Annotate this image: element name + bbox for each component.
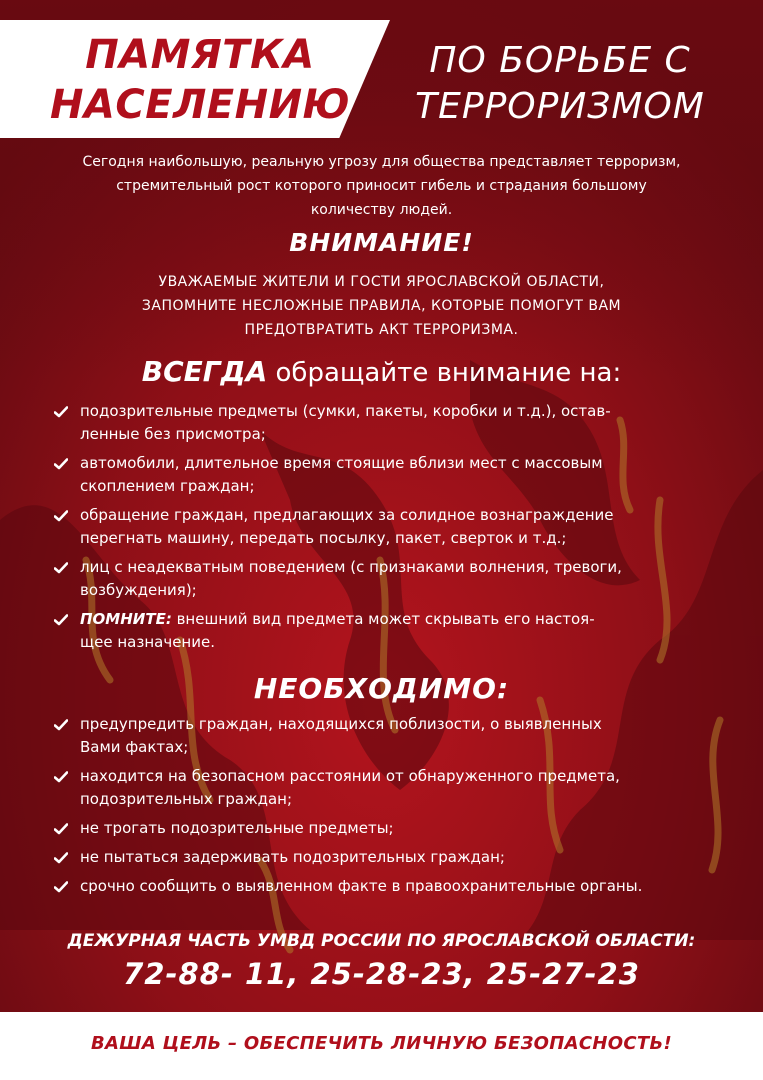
intro-line3: количеству людей. [310,202,453,218]
attention-line1: УВАЖАЕМЫЕ ЖИТЕЛИ И ГОСТИ ЯРОСЛАВСКОЙ ОБЛАСТИ, [158,274,605,290]
remember-line1 [80,608,748,631]
remember-item [48,608,748,654]
list-item [48,765,748,811]
intro-paragraph [20,150,743,222]
list-item-line1: находится на безопасном расстоянии от обнаруженного предмета, [80,767,620,785]
list-item-line2: возбуждения); [80,581,197,599]
list-item [48,556,748,602]
list-item-line1: обращение граждан, предлагающих за солидное вознаграждение [80,506,614,524]
title-right [390,38,730,130]
title-left-line2: НАСЕЛЕНИЮ [49,82,351,128]
remember-emphasis: ПОМНИТЕ: [80,610,172,628]
list-item-line2: ленные без присмотра; [80,425,266,443]
list-item-line1: лиц с неадекватным поведением (с признаками волнения, тревоги, [80,558,622,576]
duty-office-title: ДЕЖУРНАЯ ЧАСТЬ УМВД РОССИИ ПО ЯРОСЛАВСКОЙ ОБЛАСТИ: [67,931,696,951]
list-item [48,400,748,446]
check-icon [54,881,68,893]
list-item-line2: Вами фактах; [80,738,189,756]
title-right-line2: ТЕРРОРИЗМОМ [415,86,705,127]
check-icon [54,771,68,783]
attention-line3: ПРЕДОТВРАТИТЬ АКТ ТЕРРОРИЗМА. [244,322,519,338]
title-left [40,30,360,130]
title-left-line1: ПАМЯТКА [85,32,315,78]
remember-text: внешний вид предмета может скрывать его настоя- [171,610,595,628]
always-heading [0,352,763,393]
list-item [48,504,748,550]
footer-slogan: ВАША ЦЕЛЬ – ОБЕСПЕЧИТЬ ЛИЧНУЮ БЕЗОПАСНОСТЬ! [91,1033,672,1054]
needed-checklist [48,713,748,904]
attention-line2: ЗАПОМНИТЕ НЕСЛОЖНЫЕ ПРАВИЛА, КОТОРЫЕ ПОМОГУТ ВАМ [141,298,622,314]
list-item-line2: скоплением граждан; [80,477,255,495]
always-checklist [48,400,748,660]
check-icon [54,823,68,835]
remember-line2: щее назначение. [80,633,215,651]
check-icon [54,562,68,574]
needed-heading: НЕОБХОДИМО: [253,672,510,705]
check-icon [54,510,68,522]
list-item-line1: автомобили, длительное время стоящие вблизи мест с массовым [80,454,603,472]
list-item [48,452,748,498]
attention-heading: ВНИМАНИЕ! [289,228,474,257]
check-icon [54,458,68,470]
title-right-line1: ПО БОРЬБЕ С [429,40,691,81]
check-icon [54,852,68,864]
always-heading-rest: обращайте внимание на: [267,358,622,388]
list-item [48,817,748,840]
list-item-line1: подозрительные предметы (сумки, пакеты, коробки и т.д.), остав- [80,402,611,420]
footer-banner [0,1012,763,1080]
list-item-line1: срочно сообщить о выявленном факте в правоохранительные органы. [80,877,643,895]
intro-line1: Сегодня наибольшую, реальную угрозу для общества представляет терроризм, [82,154,681,170]
list-item [48,875,748,898]
list-item [48,713,748,759]
list-item-line1: не пытаться задерживать подозрительных граждан; [80,848,505,866]
list-item [48,846,748,869]
check-icon [54,719,68,731]
intro-line2: стремительный рост которого приносит гибель и страдания большому [116,178,647,194]
check-icon [54,614,68,626]
phone-numbers: 72-88- 11, 25-28-23, 25-27-23 [123,957,640,991]
list-item-line1: не трогать подозрительные предметы; [80,819,394,837]
list-item-line2: перегнать машину, передать посылку, пакет, сверток и т.д.; [80,529,567,547]
attention-paragraph [40,270,723,342]
list-item-line2: подозрительных граждан; [80,790,292,808]
always-heading-emphasis: ВСЕГДА [141,355,268,388]
list-item-line1: предупредить граждан, находящихся поблизости, о выявленных [80,715,602,733]
check-icon [54,406,68,418]
header [0,0,763,142]
